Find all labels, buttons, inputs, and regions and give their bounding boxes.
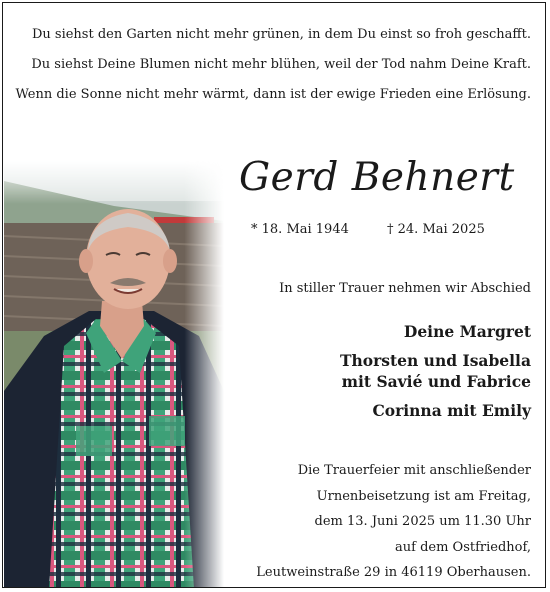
birth-date: * 18. Mai 1944 bbox=[251, 222, 349, 237]
mourners bbox=[3, 321, 531, 421]
ceremony-line: auf dem Ostfriedhof, bbox=[395, 539, 531, 555]
ceremony-line: dem 13. Juni 2025 um 11.30 Uhr bbox=[314, 514, 531, 529]
ceremony-info bbox=[3, 458, 531, 586]
deceased-name: Gerd Behnert bbox=[239, 155, 515, 200]
mourner-spouse: Deine Margret bbox=[403, 322, 531, 341]
poem-line: Du siehst den Garten nicht mehr grünen, in dem Du einst so froh geschafft. bbox=[31, 27, 531, 42]
ceremony-line: Urnenbeisetzung ist am Freitag, bbox=[316, 488, 531, 504]
mourner-children-2: Corinna mit Emily bbox=[372, 401, 531, 420]
ceremony-line: Die Trauerfeier mit anschließender bbox=[297, 463, 531, 478]
ceremony-line: Leutweinstraße 29 in 46119 Oberhausen. bbox=[256, 565, 531, 580]
mourner-children-1: Thorsten und Isabella bbox=[339, 351, 531, 370]
obituary-card bbox=[2, 2, 546, 588]
mourner-grandchildren-1: mit Savié und Fabrice bbox=[341, 372, 531, 391]
poem bbox=[3, 20, 531, 110]
farewell-text: In stiller Trauer nehmen wir Abschied bbox=[279, 281, 531, 296]
death-date: † 24. Mai 2025 bbox=[387, 222, 485, 237]
poem-line: Du siehst Deine Blumen nicht mehr blühen, weil der Tod nahm Deine Kraft. bbox=[31, 57, 531, 72]
poem-line: Wenn die Sonne nicht mehr wärmt, dann ist der ewige Frieden eine Erlösung. bbox=[15, 87, 531, 102]
